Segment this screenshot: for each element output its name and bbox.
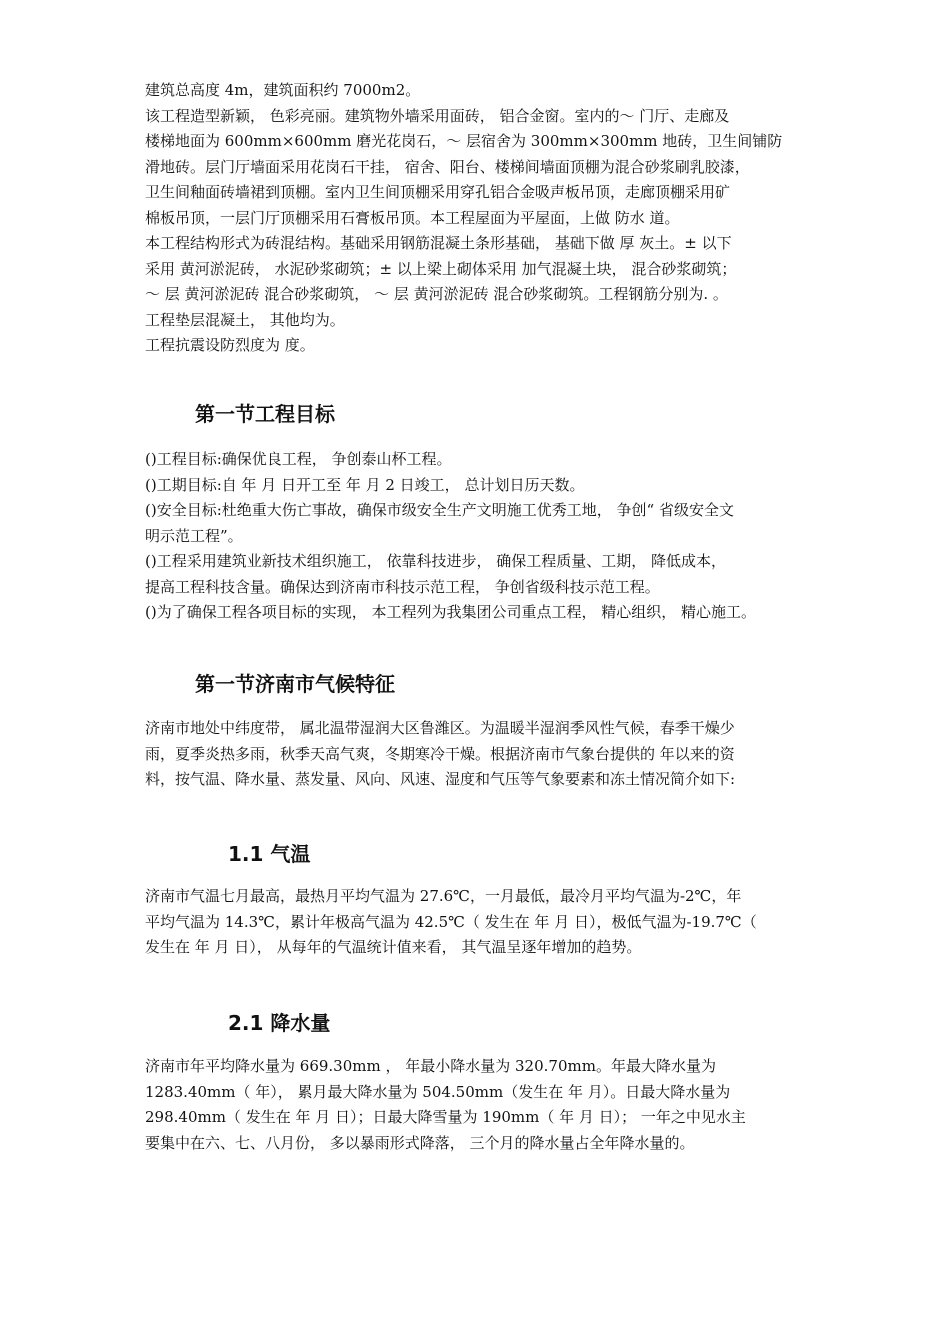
text-line: 明示范工程”。	[145, 526, 243, 545]
text-line: 1283.40mm（ 年）， 累月最大降水量为 504.50mm（发生在 年 月）。日最大降水量为	[145, 1082, 731, 1101]
text-line: ()工程采用建筑业新技术组织施工， 依靠科技进步， 确保工程质量、工期， 降低成本，	[145, 552, 727, 570]
text-line: 料，按气温、降水量、蒸发量、风向、风速、湿度和气压等气象要素和冻土情况简介如下:	[145, 770, 736, 788]
text-line: 济南市气温七月最高，最热月平均气温为 27.6℃，一月最低，最冷月平均气温为-2℃，年	[145, 887, 742, 905]
climate-paragraph	[145, 716, 825, 793]
text-line: 济南市年平均降水量为 669.30mm ， 年最小降水量为 320.70mm。年最大降水量为	[145, 1057, 716, 1075]
text-line: 卫生间釉面砖墙裙到顶棚。室内卫生间顶棚采用穿孔铝合金吸声板吊顶，走廊顶棚采用矿	[145, 183, 731, 201]
intro-paragraph	[145, 78, 825, 359]
text-line: ()为了确保工程各项目标的实现， 本工程列为我集团公司重点工程， 精心组织， 精心施工。	[145, 603, 757, 621]
precipitation-paragraph	[145, 1054, 825, 1156]
text-line: 发生在 年 月 日）， 从每年的气温统计值来看， 其气温呈逐年增加的趋势。	[145, 938, 642, 956]
text-line: 济南市地处中纬度带， 属北温带湿润大区鲁潍区。为温暖半湿润季风性气候，春季干燥少	[145, 719, 735, 737]
text-line: 建筑总高度 4m，建筑面积约 7000m2。	[145, 81, 421, 99]
text-line: 平均气温为 14.3℃，累计年极高气温为 42.5℃（ 发生在 年 月 日），极低气温为-19.7℃（	[145, 912, 757, 931]
text-line: 滑地砖。层门厅墙面采用花岗石干挂， 宿舍、阳台、楼梯间墙面顶棚为混合砂浆刷乳胶漆，	[145, 157, 750, 176]
text-line: ()安全目标:杜绝重大伤亡事故，确保市级安全生产文明施工优秀工地， 争创“ 省级安全文	[145, 501, 734, 519]
text-line: 雨，夏季炎热多雨，秋季天高气爽，冬期寒冷干燥。根据济南市气象台提供的 年以来的资	[145, 744, 735, 763]
text-line: ～ 层 黄河淤泥砖 混合砂浆砌筑， ～ 层 黄河淤泥砖 混合砂浆砌筑。工程钢筋分别为. 。	[145, 285, 728, 303]
text-line: 棉板吊顶，一层门厅顶棚采用石膏板吊顶。本工程屋面为平屋面，上做 防水 道。	[145, 208, 680, 227]
text-line: 该工程造型新颖， 色彩亮丽。建筑物外墙采用面砖， 铝合金窗。室内的～ 门厅、走廊及	[145, 106, 730, 125]
section-heading-climate: 第一节济南市气候特征	[195, 672, 395, 696]
text-line: 工程抗震设防烈度为 度。	[145, 336, 315, 354]
subsection-heading-temperature: 1.1 气温	[228, 842, 311, 866]
text-line: 298.40mm（ 发生在 年 月 日）；日最大降雪量为 190mm（ 年 月 日）； 一年之中见水主	[145, 1108, 746, 1126]
text-line: ()工程目标:确保优良工程， 争创泰山杯工程。	[145, 450, 452, 468]
text-line: ()工期目标:自 年 月 日开工至 年 月 2 日竣工， 总计划日历天数。	[145, 475, 585, 494]
text-line: 本工程结构形式为砖混结构。基础采用钢筋混凝土条形基础， 基础下做 厚 灰土。± 以下	[145, 234, 732, 252]
text-line: 提高工程科技含量。确保达到济南市科技示范工程， 争创省级科技示范工程。	[145, 577, 660, 596]
text-line: 楼梯地面为 600mm×600mm 磨光花岗石，～ 层宿舍为 300mm×300mm 地砖，卫生间铺防	[145, 132, 783, 150]
subsection-heading-precipitation: 2.1 降水量	[228, 1011, 331, 1035]
text-line: 工程垫层混凝土， 其他均为。	[145, 310, 345, 329]
section-heading-goals: 第一节工程目标	[195, 402, 335, 426]
goals-paragraph	[145, 447, 825, 626]
temperature-paragraph	[145, 884, 825, 961]
text-line: 要集中在六、七、八月份， 多以暴雨形式降落， 三个月的降水量占全年降水量的。	[145, 1133, 695, 1152]
text-line: 采用 黄河淤泥砖， 水泥砂浆砌筑；± 以上梁上砌体采用 加气混凝土块， 混合砂浆砌筑；	[145, 259, 737, 278]
